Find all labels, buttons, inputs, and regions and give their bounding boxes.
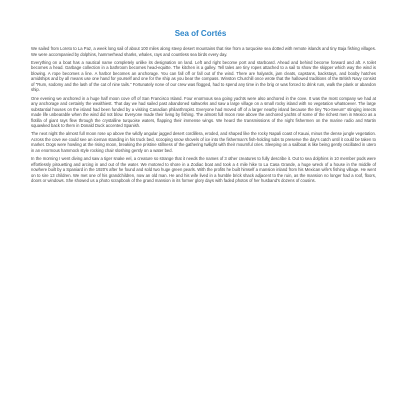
paragraph: One evening we anchored in a huge half moon cove off of San Francisco Island. Four enormous sea going yachts were also anchored in the cove. It was the most company we had at any anchorage and certainly the wealthiest. That day we had sailed past abandoned saltworks and saw a large village on a small rocky island with no vegetation whatsoever. The large substantial houses on the island had been funded by a visiting Canadian philanthropist. Everyone had moved off of a larger nearby island because the tiny "No-Seeum" stinging insects made life unbearable when the wind did not blow. Everyone made their living by fishing. The almost full moon rose above the anchored yachts of some of the richest men in Mexico as a flotilla of giant rays flew through the crystalline turquoise waters, flapping their immense wings. We heard the transmissions of the night fishermen on the marine radio and Martin squawked back to them in Donald Duck accented Spanish. <box>31 95 376 129</box>
page-title: Sea of Cortés <box>174 29 227 38</box>
article-body <box>31 46 376 186</box>
paragraph: In the morning I went diving and saw a tiger snake eel, a creature so strange that it needs the names of 3 other creatures to fully describe it. Out to sea dolphins in 10 member pods were effortlessly pirouetting and arcing in and out of the water. We motored to shore in a Zodiac boat and took a 4 mile hike to La Casa Grande, a huge wreck of a house in the middle of nowhere built by a Spaniard in the 1920's after he found and sold two huge green pearls. With the profits he built himself a mansion inland from his Mexican wife's fishing village. He went on to sire 13 children. We met one of his grandchildren, now an old man. He and his wife lived in a humble brick shack adjacent to the ruin, as the mansion no longer had a roof, floors, doors or windows. She showed us a photo scrapbook of the grand mansion in its former glory days with faded photos of her husband's dozens of cousins. <box>31 156 376 184</box>
paragraph: Everything on a boat has a nautical name completely unlike its designation on land. Left and right become port and starboard. Ahead and behind become forward and aft. A toilet becomes a head. Garbage collection in a bathroom becomes head-equitte. The kitchen is a galley. Tell tales are tiny ropes attached to a sail to show the skipper which way the wind is blowing. A rope becomes a line. A harbor becomes an anchorage. You can fall off or fall out of the wind. There are halyards, jam cleats, capstans, backstays, and booby hatches amidships and by all means use one hand for yourself and one for the ship as you bear the compass. Winston Churchill once wrote that the hallowed traditions of the British Navy consist of "Rum, sodomy and the lash of the cat of nine tails." Fortunately none of our crew was flogged, had to spend any time in the brig or was forced to drink rum, walk the plank or abandon ship. <box>31 59 376 93</box>
paragraph: The next night the almost full moon rose up above the wildly angular jagged desert cordillera, eroded, and shaped like the rocky Napali coast of Kauai, minus the dense jungle vegetation. Across the cove we could see an iceman standing in his truck bed, scooping snow shovels of ice into the fisherman's fish-holding tubs to preserve the day's catch until it could be taken to market. Dogs were howling at the rising moon, breaking the pristine stillness of the gathering twilight with their mournful cries. Sleeping on a sailboat is like being gently oscillated in utero in an enormous hammock style rocking chair sloshing gently on a water bed. <box>31 131 376 153</box>
paragraph: We sailed from Loreto to La Paz, a week long sail of about 100 miles along steep desert mountains that rise from a turquoise sea dotted with remote islands and tiny Baja fishing villages. We were accompanied by dolphins, hammerhead sharks, whales, rays and countless sea birds every day. <box>31 46 376 57</box>
